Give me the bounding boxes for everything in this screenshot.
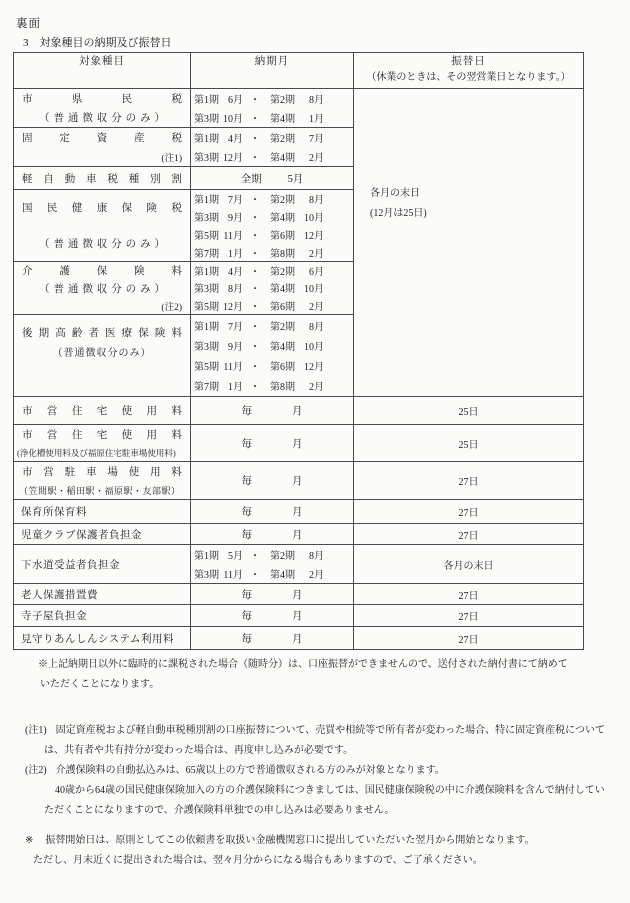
transfer-day: 27日 [354,524,584,545]
item-name-cell [14,167,190,189]
payment-period-line: 第5期 12月 ・ 第6期 2月 [191,298,353,313]
item-note-ref: (注2) [161,302,182,313]
table-row [14,627,584,650]
item-name: 介 護 保 険 料 [22,266,182,278]
table-header-row [14,53,584,89]
table-row [14,524,584,545]
header-item: 対象種目 [14,53,191,89]
section-number: 3 [23,37,29,49]
payment-period-line: 第1期 4月 ・ 第2期 7月 [191,130,353,145]
payment-period-line: 第1期 5月 ・ 第2期 8月 [191,547,353,562]
separator-dot: ・ [250,153,260,164]
footnote-label: (注2) [25,765,47,776]
payment-period-line: 第1期 4月 ・ 第2期 6月 [191,263,353,278]
transfer-day: 27日 [354,462,584,500]
item-name: 国 民 健 康 保 険 税 [22,203,182,215]
item-name: 老人保護措置費 [21,589,98,601]
separator-dot: ・ [250,248,260,260]
footnotes [0,648,630,871]
payment-months [191,315,353,396]
payment-months: 毎 月 [241,633,303,645]
payment-months: 毎 月 [241,507,303,518]
transfer-day: 27日 [354,605,584,627]
table-row [14,462,584,500]
payment-period-line: 第5期 11月 ・ 第6期 12月 [191,227,353,242]
payment-months [191,171,353,186]
payment-months [191,545,353,583]
item-name: 市 営 住 宅 使 用 料 [22,406,182,417]
item-name-cell [14,89,190,127]
transfer-day-note: (12月は25日) [370,208,427,219]
payment-period-line: 第3期 9月 ・ 第4期 10月 [191,209,353,224]
header-transfer: 振替日 （休業のときは、その翌営業日となります。） [354,53,584,89]
separator-dot: ・ [250,267,260,279]
payment-period-line: 第3期 10月 ・ 第4期 1月 [191,110,353,125]
item-name: 児童クラブ保護者負担金 [21,529,142,541]
section-heading [23,34,172,50]
payment-months: 毎 月 [241,476,303,487]
period-label: 全期 [240,173,262,185]
item-name-sub: (浄化槽使用料及び福原住宅駐車場使用料) [17,447,176,458]
separator-dot: ・ [250,301,260,313]
header-transfer-note: （休業のときは、その翌営業日となります。） [366,72,571,83]
item-name-sub: （普通徴収分のみ） [52,348,152,359]
item-name-sub: （ 普 通 徴 収 分 の み ） [39,283,165,295]
payment-schedule-table [13,52,584,650]
transfer-day: 27日 [354,584,584,605]
item-name-sub: （ 普 通 徴 収 分 の み ） [39,238,165,250]
payment-period-line: 第1期 7月 ・ 第2期 8月 [191,191,353,206]
footnote-start-date: ※ 振替開始日は、原則としてこの依頼書を取扱い金融機関窓口に提出していただいた翌月から開始となります。 ただし、月末近くに提出された場合は、翌々月分からになる場合もありますので、ご了承ください。 [0,831,630,871]
payment-period-line: 第3期 9月 ・ 第4期 10月 [191,338,353,353]
table-row [14,89,584,128]
separator-dot: ・ [250,114,260,125]
separator-dot: ・ [250,95,260,106]
item-name: 下水道受益者負担金 [21,559,120,571]
payment-months: 毎 月 [241,611,303,622]
payment-months [191,128,353,166]
separator-dot: ・ [250,321,260,333]
separator-dot: ・ [250,382,260,394]
transfer-day-merged [354,89,584,397]
separator-dot: ・ [250,195,260,207]
transfer-day: 27日 [354,627,584,650]
payment-period-line: 第5期 11月 ・ 第6期 12月 [191,358,353,373]
separator-dot: ・ [250,362,260,374]
separator-dot: ・ [250,213,260,225]
item-name-sub: （笠間駅・稲田駅・福原駅・友部駅） [19,485,181,496]
separator-dot: ・ [250,284,260,296]
payment-period-line: 第7期 1月 ・ 第8期 2月 [191,245,353,260]
item-name-cell [14,315,190,396]
footnote-note1: (注1) 固定資産税および軽自動車税種別割の口座振替について、売買や相続等で所有者が変わった場合、特に固定資産税について は、共有者や共有持分が変わった場合は、再度申し込みが必要です。 [0,721,630,761]
footnote-adhoc: ※上記納期日以外に臨時的に課税された場合（随時分）は、口座振替ができませんので、送付された納付書にて納めて いただくことになります。 [38,659,568,690]
item-name: 軽 自 動 車 税 種 別 割 [22,173,182,185]
separator-dot: ・ [250,551,260,562]
item-name: 市 県 民 税 [22,94,182,105]
item-name: 保育所保育料 [21,507,87,518]
separator-dot: ・ [250,341,260,353]
payment-period-line: 第7期 1月 ・ 第8期 2月 [191,378,353,393]
transfer-day: 各月の末日 [370,188,420,199]
table-row [14,397,584,425]
footnote-label: (注1) [25,725,47,736]
header-month: 納期月 [191,53,354,89]
payment-months: 毎 月 [241,438,303,450]
payment-months [191,89,353,127]
table-row [14,425,584,462]
item-name: 後 期 高 齢 者 医 療 保 険 料 [22,328,182,339]
payment-period-line: 第1期 7月 ・ 第2期 8月 [191,318,353,333]
item-name-cell [14,397,190,424]
item-note-ref: (注1) [161,153,182,164]
item-name: 固 定 資 産 税 [22,133,182,145]
table-row [14,545,584,584]
item-name-sub: （ 普 通 徴 収 分 の み ） [39,113,165,124]
item-name-cell [14,128,190,166]
transfer-day: 25日 [354,425,584,462]
footnote-note2: (注2) 介護保険料の自動払込みは、65歳以上の方で普通徴収される方のみが対象となります。 40歳から64歳の国民健康保険加入の方の介護保険料につきましては、国民健康保険税の中に介護保険料を含んで納付してい ただくことになりますので、介護保険料単独での申し込みは必要ありません。 [0,761,630,821]
section-title: 対象種目の納期及び振替日 [39,37,172,49]
period-month: 5月 [287,173,304,185]
footnote-label: ※ [25,835,34,846]
table-row [14,605,584,627]
item-name: 市 営 駐 車 場 使 用 料 [22,467,182,479]
table-row [14,584,584,605]
payment-period-line: 第3期 11月 ・ 第4期 2月 [191,566,353,581]
transfer-day: 25日 [354,397,584,425]
item-name-cell [14,262,190,314]
payment-months [191,190,353,261]
page-side-label: 裏面 [16,18,41,30]
payment-period-line: 第1期 6月 ・ 第2期 8月 [191,91,353,106]
payment-months: 毎 月 [241,589,303,601]
transfer-day: 27日 [354,500,584,524]
transfer-day: 各月の末日 [354,545,584,584]
separator-dot: ・ [250,570,260,581]
separator-dot: ・ [250,134,260,145]
item-name-cell [14,190,190,261]
payment-months [191,262,353,314]
item-name-cell [14,425,190,461]
item-name: 寺子屋負担金 [21,611,87,622]
item-name: 見守りあんしんシステム利用料 [21,633,174,645]
separator-dot: ・ [250,230,260,242]
item-name: 市 営 住 宅 使 用 料 [22,430,182,442]
table-row [14,500,584,524]
item-name-cell [14,462,190,499]
payment-months: 毎 月 [241,406,303,417]
payment-period-line: 第3期 8月 ・ 第4期 10月 [191,280,353,295]
payment-period-line: 第3期 12月 ・ 第4期 2月 [191,149,353,164]
payment-months: 毎 月 [241,529,303,541]
